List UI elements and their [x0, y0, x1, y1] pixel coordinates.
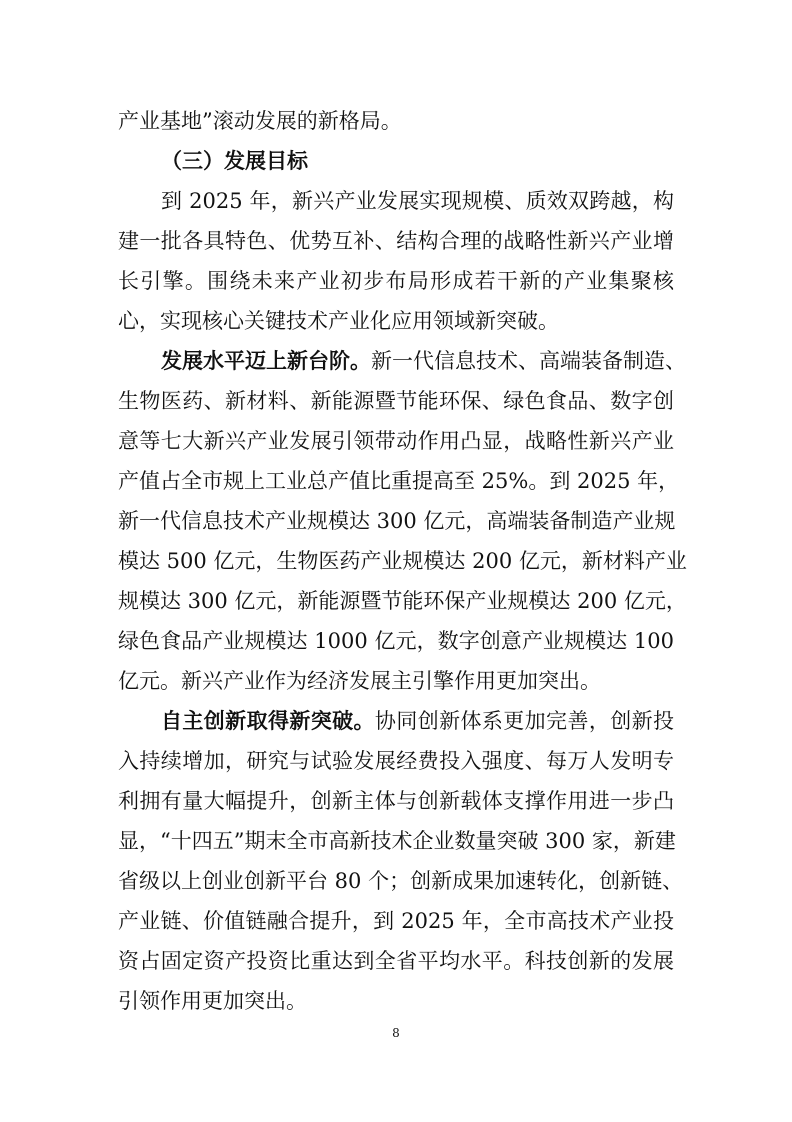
level-line-4: 产值占全市规上工业总产值比重提高至 25%。到 2025 年，	[118, 469, 680, 493]
innovation-first-line-rest: 协同创新体系更加完善，创新投	[374, 709, 675, 733]
innovation-line-3: 利拥有量大幅提升，创新主体与创新载体支撑作用进一步凸	[118, 789, 674, 813]
innovation-line-5: 省级以上创业创新平台 80 个；创新成果加速转化，创新链、	[118, 869, 684, 893]
level-line-1	[161, 349, 686, 373]
innovation-line-2: 入持续增加，研究与试验发展经费投入强度、每万人发明专	[118, 749, 674, 773]
page-number: 8	[392, 1026, 400, 1040]
level-first-line-rest: 新一代信息技术、高端装备制造、	[371, 349, 686, 373]
level-line-9: 亿元。新兴产业作为经济发展主引擎作用更加突出。	[118, 669, 601, 693]
innovation-line-6: 产业链、价值链融合提升，到 2025 年，全市高技术产业投	[118, 909, 674, 933]
level-line-6: 模达 500 亿元，生物医药产业规模达 200 亿元，新材料产业	[118, 549, 687, 573]
goal-line-3: 长引擎。围绕未来产业初步布局形成若干新的产业集聚核	[118, 269, 674, 293]
level-line-7: 规模达 300 亿元，新能源暨节能环保产业规模达 200 亿元，	[118, 589, 687, 613]
goal-line-4: 心，实现核心关键技术产业化应用领域新突破。	[118, 309, 559, 333]
level-line-8: 绿色食品产业规模达 1000 亿元，数字创意产业规模达 100	[118, 629, 674, 653]
goal-line-2: 建一批各具特色、优势互补、结构合理的战略性新兴产业增	[118, 229, 674, 253]
innovation-bold-lead: 自主创新取得新突破。	[161, 709, 375, 733]
section-heading: （三）发展目标	[161, 149, 308, 173]
goal-line-1: 到 2025 年，新兴产业发展实现规模、质效双跨越，构	[161, 189, 674, 213]
level-line-2: 生物医药、新材料、新能源暨节能环保、绿色食品、数字创	[118, 389, 674, 413]
innovation-line-7: 资占固定资产投资比重达到全省平均水平。科技创新的发展	[118, 949, 674, 973]
innovation-line-4: 显，“十四五”期末全市高新技术企业数量突破 300 家，新建	[118, 829, 676, 853]
level-bold-lead: 发展水平迈上新台阶。	[161, 349, 371, 373]
level-line-5: 新一代信息技术产业规模达 300 亿元，高端装备制造产业规	[118, 509, 676, 533]
intro-tail-line: 产业基地”滚动发展的新格局。	[118, 109, 402, 133]
innovation-line-8: 引领作用更加突出。	[118, 989, 307, 1013]
innovation-line-1	[161, 709, 674, 733]
level-line-3: 意等七大新兴产业发展引领带动作用凸显，战略性新兴产业	[118, 429, 674, 453]
